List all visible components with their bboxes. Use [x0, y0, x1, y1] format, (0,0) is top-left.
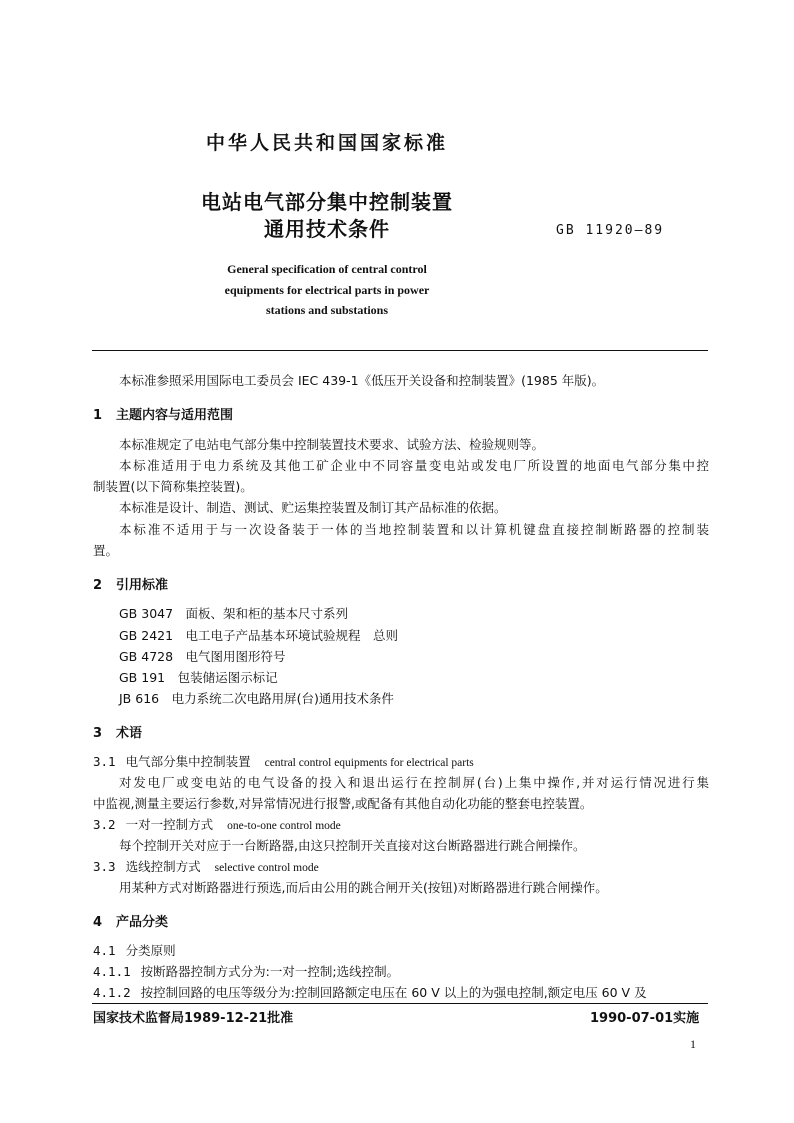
section-4-number: 4	[93, 915, 103, 930]
section-3-title: 术语	[116, 726, 143, 741]
document-title-line2: 通用技术条件	[264, 217, 390, 241]
reference-item: GB 3047 面板、架和柜的基本尺寸系列	[119, 606, 349, 621]
reference-item: JB 616 电力系统二次电路用屏(台)通用技术条件	[119, 691, 394, 706]
term-3-1-line	[93, 751, 474, 774]
clause-4-1-1	[93, 961, 399, 982]
term-3-3-number: 3.3	[93, 859, 116, 874]
clause-4-1-1-text: 按断路器控制方式分为:一对一控制;选线控制。	[140, 964, 400, 979]
section-3-number: 3	[93, 726, 103, 741]
section-1-paragraph-2-line1: 本标准适用于电力系统及其他工矿企业中不同容量变电站或发电厂所设置的地面电气部分集中控	[119, 458, 709, 473]
term-3-1-definition-line1: 对发电厂或变电站的电气设备的投入和退出运行在控制屏(台)上集中操作,并对运行情况进行集	[119, 775, 709, 790]
section-1-paragraph-3: 本标准是设计、制造、测试、贮运集控装置及制订其产品标准的依据。	[119, 500, 507, 515]
clause-4-1-1-number: 4.1.1	[93, 964, 131, 979]
section-1-paragraph-1: 本标准规定了电站电气部分集中控制装置技术要求、试验方法、检验规则等。	[119, 437, 545, 452]
clause-4-1-text: 分类原则	[125, 943, 176, 958]
section-1-title: 主题内容与适用范围	[116, 408, 234, 423]
header-divider	[92, 350, 708, 351]
section-3-heading	[93, 722, 142, 741]
term-3-2-line	[93, 814, 341, 837]
term-3-2-number: 3.2	[93, 817, 116, 832]
section-4-heading	[93, 911, 168, 930]
section-2-title: 引用标准	[116, 578, 169, 593]
clause-4-1	[93, 940, 176, 961]
reference-item: GB 4728 电气图用图形符号	[119, 649, 286, 664]
section-1-paragraph-2-line2: 制装置(以下简称集控装置)。	[93, 479, 253, 494]
english-title-line1: General specification of central control	[227, 262, 427, 276]
clause-4-1-2	[93, 982, 647, 1003]
term-3-1-chinese: 电气部分集中控制装置	[125, 754, 251, 769]
term-3-2-english: one-to-one control mode	[227, 820, 341, 832]
term-3-3-english: selective control mode	[214, 862, 319, 874]
document-title-line1: 电站电气部分集中控制装置	[201, 190, 453, 214]
approval-note: 国家技术监督局1989-12-21批准	[93, 1011, 294, 1026]
page-number: 1	[690, 1037, 696, 1051]
implementation-date: 1990-07-01实施	[590, 1011, 700, 1026]
section-4-title: 产品分类	[116, 915, 169, 930]
section-2-number: 2	[93, 578, 103, 593]
clause-4-1-number: 4.1	[93, 943, 116, 958]
section-1-heading	[93, 404, 233, 423]
english-title-line3: stations and substations	[265, 303, 389, 317]
english-title-line2: equipments for electrical parts in power	[224, 283, 430, 297]
clause-4-1-2-number: 4.1.2	[93, 985, 131, 1000]
section-2-heading	[93, 574, 168, 593]
national-standard-heading: 中华人民共和国国家标准	[205, 132, 448, 154]
term-3-1-number: 3.1	[93, 754, 116, 769]
section-1-paragraph-4-line2: 置。	[93, 543, 119, 558]
term-3-1-definition-line2: 中监视,测量主要运行参数,对异常情况进行报警,或配备有其他自动化功能的整套电控装置。	[93, 796, 593, 811]
footer-divider	[92, 1003, 708, 1004]
term-3-2-chinese: 一对一控制方式	[125, 817, 214, 832]
section-1-paragraph-4-line1: 本标准不适用于与一次设备装于一体的当地控制装置和以计算机键盘直接控制断路器的控制装	[119, 522, 709, 537]
clause-4-1-2-text: 按控制回路的电压等级分为:控制回路额定电压在 60 V 以上的为强电控制,额定电压 60 V 及	[140, 985, 647, 1000]
section-1-number: 1	[93, 408, 103, 423]
term-3-3-chinese: 选线控制方式	[125, 859, 201, 874]
term-3-2-definition: 每个控制开关对应于一台断路器,由这只控制开关直接对这台断路器进行跳合闸操作。	[119, 838, 586, 853]
reference-item: GB 191 包装储运图示标记	[119, 670, 278, 685]
gb-code: GB 11920—89	[556, 223, 665, 238]
term-3-1-english: central control equipments for electrical parts	[264, 757, 474, 769]
intro-paragraph: 本标准参照采用国际电工委员会 IEC 439-1《低压开关设备和控制装置》(1985 年版)。	[119, 373, 605, 388]
term-3-3-definition: 用某种方式对断路器进行预选,而后由公用的跳合闸开关(按钮)对断路器进行跳合闸操作。	[119, 880, 608, 895]
reference-item: GB 2421 电工电子产品基本环境试验规程 总则	[119, 628, 399, 643]
term-3-3-line	[93, 856, 319, 879]
